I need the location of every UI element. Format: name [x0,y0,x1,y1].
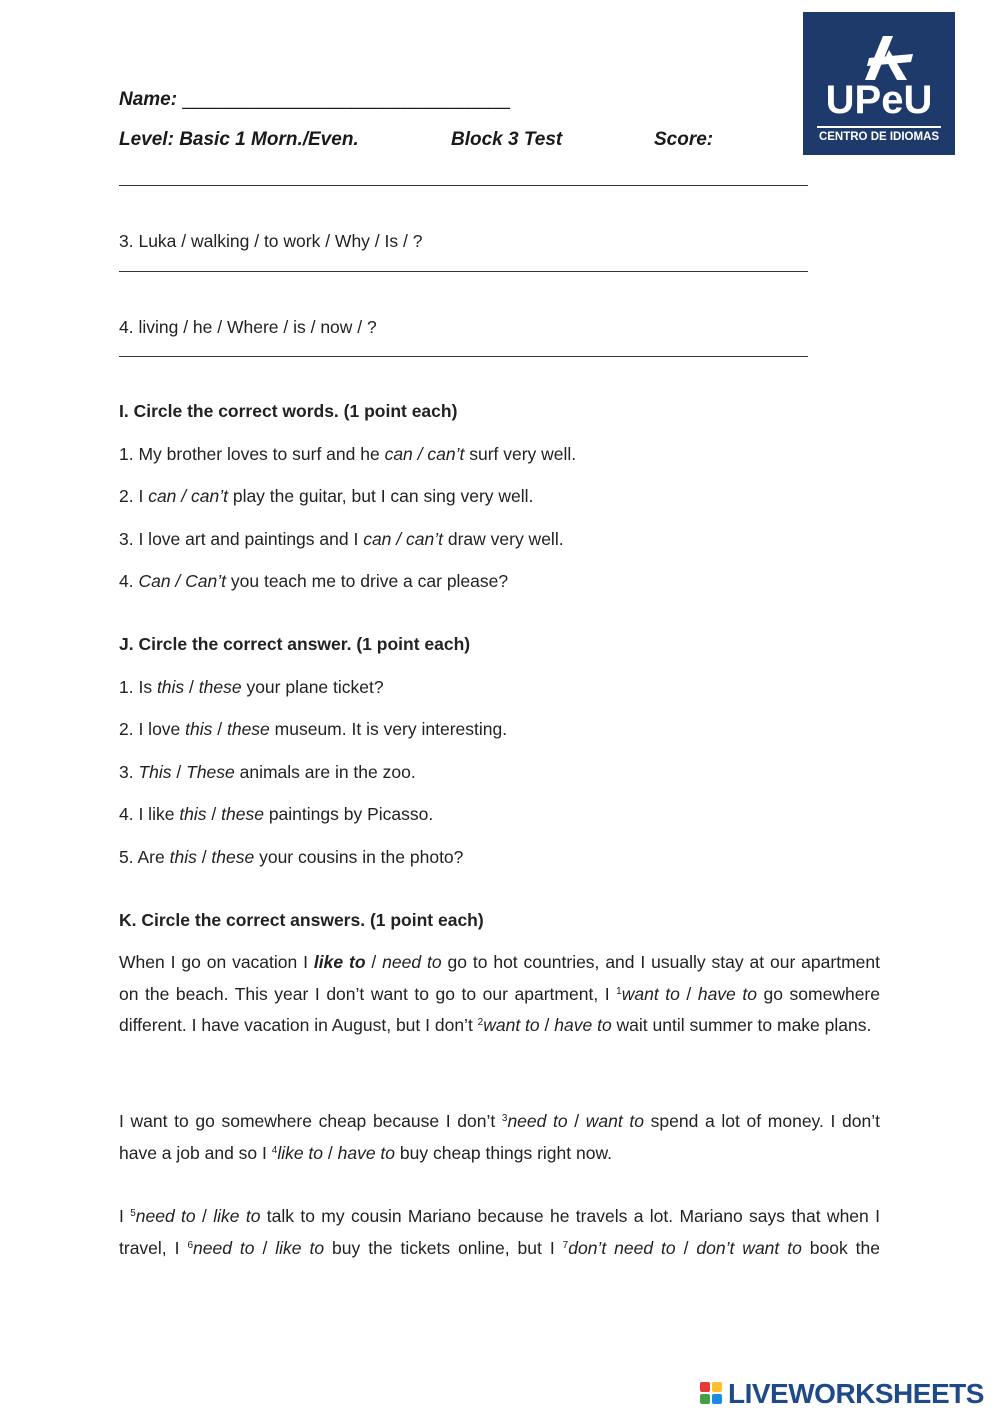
choice-option-b[interactable]: These [186,762,235,782]
choice-option[interactable]: can / can’t [363,529,443,549]
choice-option[interactable]: Can / Can’t [138,571,227,591]
section-k-paragraph-2: I want to go somewhere cheap because I don’t $^3$need to / want to spend a lot of money. I don’t have a job and so I $^4$like to / have to buy cheap things right now. [119,1111,880,1163]
choice-option[interactable]: don’t want to [696,1237,802,1258]
block-label: Block 3 Test [451,129,563,150]
logo-wordmark: UPeU [825,78,933,122]
choice-option[interactable]: can / can’t [148,486,228,506]
choice-option-a[interactable]: this [185,719,213,739]
answer-line-4[interactable] [119,356,808,357]
section-i-item-1: 1. My brother loves to surf and he can / can’t surf very well. [119,444,577,464]
choice-option-a[interactable]: this [179,804,207,824]
section-i-title: I. Circle the correct words. (1 point each) [119,401,458,421]
choice-option[interactable]: have to [337,1142,396,1163]
score-label: Score: [654,129,714,150]
choice-option[interactable]: need to [135,1206,196,1226]
choice-option-a[interactable]: this [169,847,197,867]
choice-option-b[interactable]: these [211,847,255,867]
answer-line [119,185,808,186]
question-3: 3. Luka / walking / to work / Why / Is / ? [119,231,423,251]
section-k-paragraph-3: I $^5$need to / like to talk to my cousin Mariano because he travels a lot. Mariano says that when I travel, I $^6$need to / like to buy the tickets online, but I $^7$don’t need to / don’t want to book the [119,1206,881,1258]
liveworksheets-grid-icon [700,1382,724,1408]
section-j-item-2: 2. I love this / these museum. It is very interesting. [119,719,508,739]
choice-option[interactable]: don’t need to [568,1237,676,1258]
section-j-item-4: 4. I like this / these paintings by Picasso. [119,804,434,824]
choice-option[interactable]: like to [213,1206,261,1226]
example-option-a: like to [313,952,366,972]
logo-subtitle: CENTRO DE IDIOMAS [818,131,940,143]
choice-option[interactable]: want to [585,1111,645,1131]
logo-divider [817,126,941,128]
section-j-item-5: 5. Are this / these your cousins in the photo? [119,847,464,867]
section-j-title: J. Circle the correct answer. (1 point each) [119,634,471,654]
level-label: Level: Basic 1 Morn./Even. [119,129,359,150]
choice-option[interactable]: can / can’t [384,444,465,464]
choice-option-b[interactable]: these [198,677,242,697]
choice-option-b[interactable]: these [226,719,270,739]
liveworksheets-wordmark: LIVEWORKSHEETS [728,1378,984,1409]
section-i-item-3: 3. I love art and paintings and I can / can’t draw very well. [119,529,564,549]
question-4: 4. living / he / Where / is / now / ? [119,317,377,337]
choice-option[interactable]: like to [277,1142,324,1163]
section-i-item-2: 2. I can / can’t play the guitar, but I can sing very well. [119,486,534,506]
choice-option[interactable]: have to [697,983,757,1004]
name-label [119,89,510,111]
upeu-logo [803,12,955,155]
name-blank[interactable]: _______________________________ [182,89,510,110]
choice-option-b[interactable]: these [221,804,264,824]
section-k-title: K. Circle the correct answers. (1 point each) [119,910,484,930]
choice-option[interactable]: have to [554,1015,612,1036]
section-i-item-4: 4. Can / Can’t you teach me to drive a car please? [119,571,509,591]
choice-option[interactable]: need to [507,1111,568,1131]
choice-option[interactable]: want to [483,1015,540,1036]
section-j-item-1: 1. Is this / these your plane ticket? [119,677,384,697]
section-j-item-3: 3. This / These animals are in the zoo. [119,762,416,782]
choice-option[interactable]: need to [193,1237,255,1258]
choice-option-a[interactable]: this [156,677,185,697]
name-label-text: Name: [119,89,178,110]
example-option-b: need to [382,952,442,972]
choice-option[interactable]: like to [275,1237,325,1258]
choice-option-a[interactable]: This [138,762,172,782]
choice-option[interactable]: want to [621,983,680,1004]
answer-line-3[interactable] [119,271,808,272]
section-k-paragraph-1: When I go on vacation I like to / need to go to hot countries, and I usually stay at our apartment on the beach. This year I don’t want to go to our apartment, I $^1$want to / have to go somewhere different. I have vacation in August, but I don’t $^2$want to / have to wait until summer to make plans. [119,952,880,1036]
